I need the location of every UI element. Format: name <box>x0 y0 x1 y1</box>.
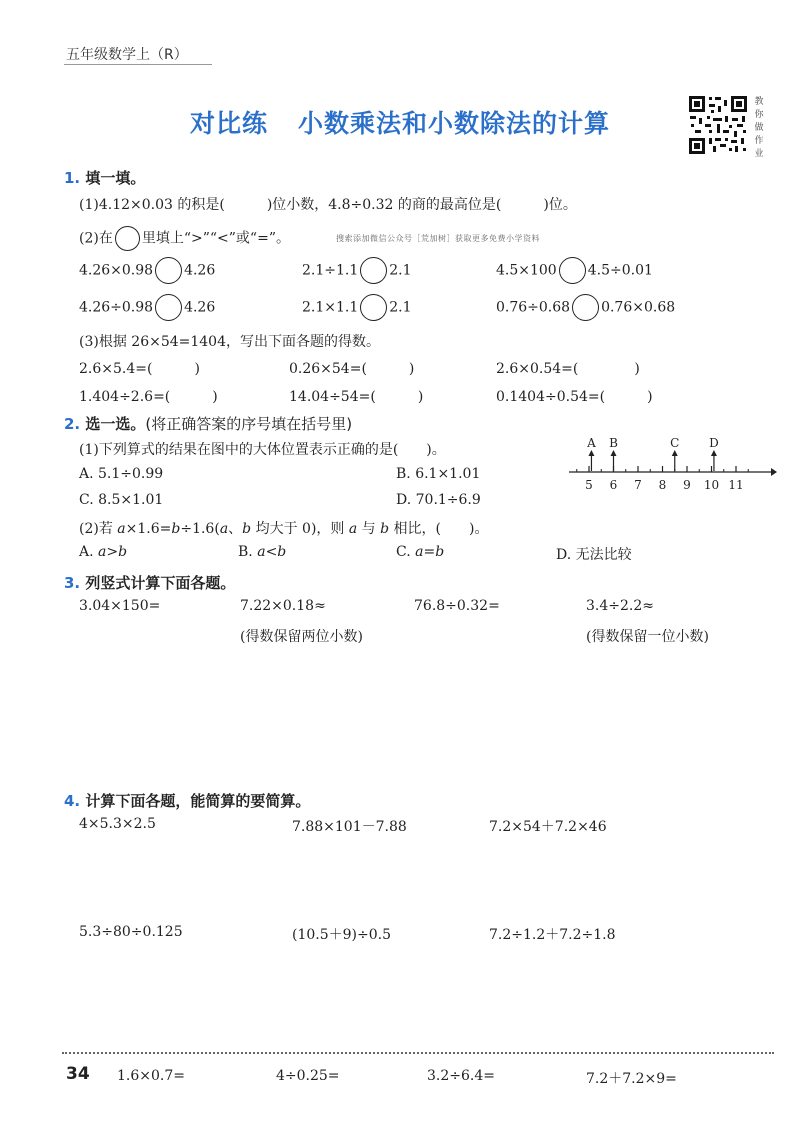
watermark-ad: 搜索添加微信公众号［荒加树］获取更多免费小学资料 <box>336 234 540 243</box>
qr-code-icon[interactable] <box>687 94 749 156</box>
compare-item: 4.5×100 4.5÷0.01 <box>496 257 653 284</box>
number-line-marker-label: B <box>609 436 618 450</box>
answer-circle[interactable] <box>155 257 182 284</box>
oral-calc-item: 1.6×0.7= <box>117 1068 185 1084</box>
section4-heading: 4. 计算下面各题，能简算的要简算。 <box>64 792 311 810</box>
q2-option-d[interactable]: D. 无法比较 <box>556 547 632 563</box>
section1-q2: (2)在 里填上“>”“<”或“=”。 <box>79 226 290 251</box>
calc-item: 7.22×0.18≈ <box>240 598 326 614</box>
answer-circle[interactable] <box>360 257 387 284</box>
q3-item[interactable]: 0.1404÷0.54=( ) <box>496 389 653 405</box>
section2-q1: (1)下列算式的结果在图中的大体位置表示正确的是( )。 <box>79 442 446 458</box>
q3-item[interactable]: 2.6×0.54=( ) <box>496 361 640 377</box>
title-part1: 对比练 <box>189 109 268 138</box>
section2-heading: 2. 选一选。(将正确答案的序号填在括号里) <box>64 415 353 433</box>
header-divider <box>64 64 212 65</box>
section1-q1: (1)4.12×0.03 的积是( )位小数，4.8÷0.32 的商的最高位是( )位。 <box>79 197 577 213</box>
answer-circle[interactable] <box>155 294 182 321</box>
qr-side-text: 教你做作业 <box>754 97 764 159</box>
compare-item: 2.1×1.1 2.1 <box>302 294 412 321</box>
answer-circle[interactable] <box>572 294 599 321</box>
rounding-note: (得数保留两位小数) <box>240 629 363 645</box>
number-line-tick-label: 6 <box>609 478 618 492</box>
answer-circle[interactable] <box>559 257 586 284</box>
number-line <box>567 434 777 494</box>
compare-item: 4.26÷0.98 4.26 <box>79 294 215 321</box>
compare-item: 4.26×0.98 4.26 <box>79 257 215 284</box>
q3-item[interactable]: 2.6×5.4=( ) <box>79 361 200 377</box>
page-title <box>0 104 800 140</box>
simplify-item: 7.88×101－7.88 <box>292 819 407 835</box>
option-d[interactable]: D. 70.1÷6.9 <box>396 492 481 508</box>
number-line-arrow-icon <box>771 468 777 476</box>
compare-item: 0.76÷0.68 0.76×0.68 <box>496 294 675 321</box>
number-line-tick-label: 9 <box>683 478 691 492</box>
q3-item[interactable]: 14.04÷54=( ) <box>289 389 424 405</box>
q2-option-b[interactable]: B. a<b <box>238 544 287 560</box>
footer-dotted-line <box>62 1052 774 1054</box>
calc-item: 3.4÷2.2≈ <box>586 598 654 614</box>
simplify-item: 5.3÷80÷0.125 <box>79 924 183 940</box>
number-line-marker-label: A <box>587 436 596 450</box>
oral-calc-item: 7.2＋7.2×9= <box>586 1071 677 1087</box>
option-a[interactable]: A. 5.1÷0.99 <box>79 466 164 482</box>
calc-item: 3.04×150= <box>79 598 161 614</box>
q3-item[interactable]: 1.404÷2.6=( ) <box>79 389 218 405</box>
page-number: 34 <box>66 1064 90 1084</box>
simplify-item: 4×5.3×2.5 <box>79 816 156 832</box>
number-line-tick-label: 7 <box>634 478 642 492</box>
simplify-item: (10.5＋9)÷0.5 <box>292 927 391 943</box>
arrow-up-icon <box>588 450 594 456</box>
section2-q2: (2)若 a×1.6=b÷1.6(a、b 均大于 0)，则 a 与 b 相比，( )。 <box>79 521 489 537</box>
arrow-up-icon <box>672 450 678 456</box>
option-b[interactable]: B. 6.1×1.01 <box>396 466 481 482</box>
section1-q3: (3)根据 26×54=1404，写出下面各题的得数。 <box>79 334 380 350</box>
q2-option-c[interactable]: C. a=b <box>396 544 445 560</box>
section3-heading: 3. 列竖式计算下面各题。 <box>64 574 236 592</box>
calc-item: 76.8÷0.32= <box>414 598 500 614</box>
q3-item[interactable]: 0.26×54=( ) <box>289 361 415 377</box>
title-part2: 小数乘法和小数除法的计算 <box>298 109 611 138</box>
number-line-tick-label: 5 <box>585 478 593 492</box>
section1-heading: 1. 填一填。 <box>64 169 146 187</box>
option-c[interactable]: C. 8.5×1.01 <box>79 492 164 508</box>
book-label: 五年级数学上（R） <box>66 47 188 63</box>
number-line-marker-label: C <box>670 436 680 450</box>
compare-item: 2.1÷1.1 2.1 <box>302 257 412 284</box>
rounding-note: (得数保留一位小数) <box>586 629 709 645</box>
number-line-tick-label: 10 <box>703 478 720 492</box>
compare-circle-sample <box>115 226 140 251</box>
arrow-up-icon <box>611 450 617 456</box>
oral-calc-item: 3.2÷6.4= <box>427 1068 495 1084</box>
simplify-item: 7.2×54＋7.2×46 <box>489 819 607 835</box>
q2-option-a[interactable]: A. a>b <box>79 544 128 560</box>
number-line-marker-label: D <box>709 436 719 450</box>
arrow-up-icon <box>711 450 717 456</box>
oral-calc-item: 4÷0.25= <box>276 1068 340 1084</box>
simplify-item: 7.2÷1.2＋7.2÷1.8 <box>489 927 616 943</box>
number-line-tick-label: 11 <box>728 478 744 492</box>
number-line-tick-label: 8 <box>658 478 667 492</box>
answer-circle[interactable] <box>360 294 387 321</box>
